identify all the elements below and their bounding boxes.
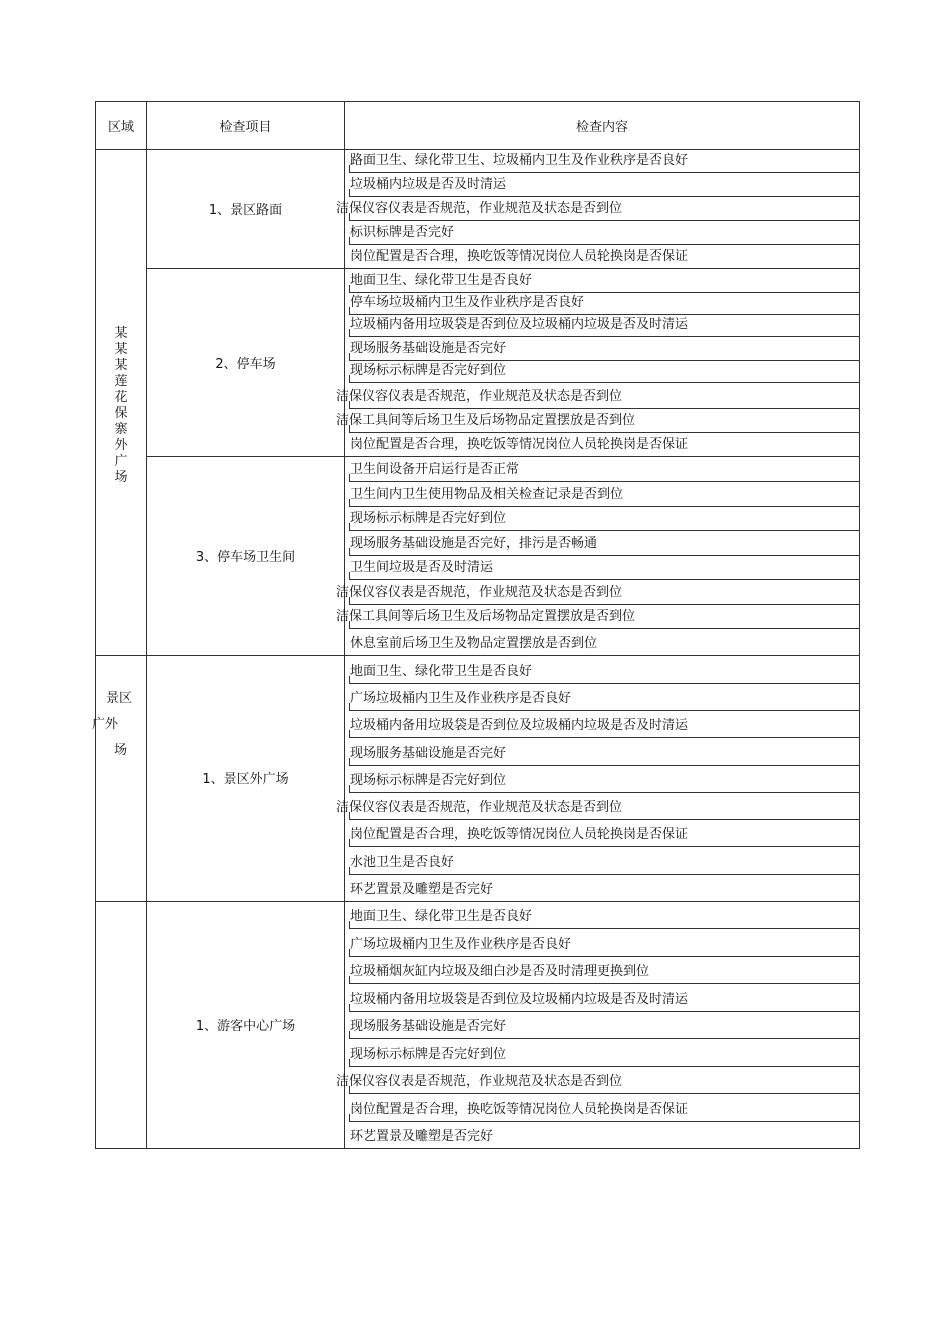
area-label-char: 保 (114, 406, 128, 421)
row-divider (349, 819, 859, 820)
header-item: 检查项目 (219, 120, 272, 135)
row-divider (349, 604, 859, 605)
row-tick (349, 1004, 350, 1011)
check-content-row: 现场服务基础设施是否完好，排污是否畅通 (350, 535, 598, 551)
check-content-row: 广场垃圾桶内卫生及作业秩序是否良好 (350, 936, 572, 952)
check-item-label: 3、停车场卫生间 (195, 550, 296, 566)
row-divider (349, 172, 859, 173)
check-item-label: 1、景区外广场 (202, 772, 289, 788)
row-tick (349, 1031, 350, 1038)
row-tick (349, 499, 350, 506)
row-divider (349, 481, 859, 482)
header-area: 区域 (107, 120, 134, 135)
row-divider (349, 710, 859, 711)
row-divider (349, 408, 859, 409)
check-content-row: 岗位配置是否合理，换吃饭等情况岗位人员轮换岗是否保证 (350, 827, 689, 843)
check-item-label: 1、景区路面 (208, 203, 283, 219)
check-content-row: 洁保工具间等后场卫生及后场物品定置摆放是否到位 (336, 413, 636, 429)
row-tick (349, 703, 350, 710)
row-divider (349, 244, 859, 245)
row-tick (349, 867, 350, 874)
check-content-row: 停车场垃圾桶内卫生及作业秩序是否良好 (350, 294, 585, 310)
check-content-row: 洁保仪容仪表是否规范，作业规范及状态是否到位 (336, 389, 623, 405)
check-content-row: 环艺置景及雕塑是否完好 (350, 1128, 494, 1144)
row-tick (349, 1114, 350, 1121)
row-divider (349, 220, 859, 221)
row-divider (349, 792, 859, 793)
row-divider (349, 292, 859, 293)
row-divider (349, 555, 859, 556)
row-tick (349, 474, 350, 481)
row-divider (349, 579, 859, 580)
area-label-char: 场 (114, 470, 128, 485)
check-content-row: 地面卫生、绿化带卫生是否良好 (350, 272, 533, 288)
row-tick (349, 730, 350, 737)
check-content-row: 现场标示标牌是否完好到位 (350, 772, 507, 788)
row-divider (349, 1066, 859, 1067)
check-content-row: 现场标示标牌是否完好到位 (350, 363, 507, 379)
row-divider (349, 874, 859, 875)
area-label-char: 外 (114, 438, 128, 453)
check-content-row: 水池卫生是否良好 (350, 854, 455, 870)
area-label-char: 花 (114, 390, 128, 405)
check-content-row: 洁保仪容仪表是否规范，作业规范及状态是否到位 (336, 201, 623, 217)
area-label-char: 某 (114, 342, 128, 357)
row-divider (349, 432, 859, 433)
row-divider (349, 956, 859, 957)
check-content-row: 垃圾桶内备用垃圾袋是否到位及垃圾桶内垃圾是否及时清运 (350, 718, 689, 734)
row-tick (349, 523, 350, 530)
row-tick (349, 1086, 350, 1093)
check-content-row: 现场标示标牌是否完好到位 (350, 1046, 507, 1062)
row-tick (349, 189, 350, 196)
row-divider (349, 1011, 859, 1012)
row-tick (349, 621, 350, 628)
area-label-char: 某 (114, 326, 128, 341)
area-label-char: 寨 (114, 422, 128, 437)
row-tick (349, 597, 350, 604)
check-content-row: 卫生间设备开启运行是否正常 (350, 461, 520, 477)
check-content-row: 洁保仪容仪表是否规范，作业规范及状态是否到位 (336, 1074, 623, 1090)
area-label-char: 莲 (114, 374, 128, 389)
check-content-row: 岗位配置是否合理，换吃饭等情况岗位人员轮换岗是否保证 (350, 437, 689, 453)
row-tick (349, 237, 350, 244)
row-divider (349, 983, 859, 984)
area-label-line: 场 (114, 743, 128, 758)
check-content-row: 垃圾桶内备用垃圾袋是否到位及垃圾桶内垃圾是否及时清运 (350, 991, 689, 1007)
row-tick (349, 329, 350, 336)
row-divider (349, 1121, 859, 1122)
check-content-row: 岗位配置是否合理，换吃饭等情况岗位人员轮换岗是否保证 (350, 1101, 689, 1117)
check-content-row: 洁保工具间等后场卫生及后场物品定置摆放是否到位 (336, 609, 636, 625)
check-content-row: 休息室前后场卫生及物品定置摆放是否到位 (350, 636, 598, 652)
area-label (96, 326, 146, 486)
row-divider (349, 928, 859, 929)
row-divider (349, 360, 859, 361)
area-label-line: 景区 (106, 691, 133, 706)
check-content-row: 洁保仪容仪表是否规范，作业规范及状态是否到位 (336, 800, 623, 816)
row-divider (349, 314, 859, 315)
row-tick (349, 285, 350, 292)
row-divider (349, 628, 859, 629)
row-tick (349, 375, 350, 382)
row-divider (349, 382, 859, 383)
row-divider (349, 336, 859, 337)
row-divider (349, 530, 859, 531)
row-divider (349, 1093, 859, 1094)
row-tick (349, 1059, 350, 1066)
row-tick (349, 676, 350, 683)
row-divider (349, 846, 859, 847)
row-tick (349, 401, 350, 408)
check-content-row: 标识标牌是否完好 (350, 225, 455, 241)
check-content-row: 广场垃圾桶内卫生及作业秩序是否良好 (350, 690, 572, 706)
check-content-row: 现场标示标牌是否完好到位 (350, 511, 507, 527)
row-tick (349, 425, 350, 432)
row-tick (349, 785, 350, 792)
row-divider (349, 1038, 859, 1039)
area-label-line: 广外 (92, 717, 119, 732)
row-tick (349, 949, 350, 956)
check-content-row: 地面卫生、绿化带卫生是否良好 (350, 663, 533, 679)
row-tick (349, 921, 350, 928)
row-tick (349, 976, 350, 983)
check-content-row: 垃圾桶烟灰缸内垃圾及细白沙是否及时清理更换到位 (350, 964, 650, 980)
row-tick (349, 353, 350, 360)
row-tick (349, 548, 350, 555)
row-divider (349, 196, 859, 197)
header-content: 检查内容 (575, 120, 628, 135)
row-divider (349, 737, 859, 738)
check-content-row: 卫生间垃圾是否及时清运 (350, 560, 494, 576)
row-tick (349, 572, 350, 579)
row-tick (349, 812, 350, 819)
row-tick (349, 839, 350, 846)
check-content-row: 垃圾桶内垃圾是否及时清运 (350, 177, 507, 193)
check-content-row: 现场服务基础设施是否完好 (350, 1019, 507, 1035)
check-content-row: 现场服务基础设施是否完好 (350, 341, 507, 357)
row-divider (349, 683, 859, 684)
check-content-row: 垃圾桶内备用垃圾袋是否到位及垃圾桶内垃圾是否及时清运 (350, 317, 689, 333)
check-item-label: 2、停车场 (215, 356, 276, 372)
check-content-row: 路面卫生、绿化带卫生、垃圾桶内卫生及作业秩序是否良好 (350, 153, 689, 169)
row-tick (349, 165, 350, 172)
inspection-table (92, 101, 860, 1149)
check-content-row: 岗位配置是否合理，换吃饭等情况岗位人员轮换岗是否保证 (350, 249, 689, 265)
row-tick (349, 307, 350, 314)
check-content-row: 现场服务基础设施是否完好 (350, 745, 507, 761)
row-divider (349, 506, 859, 507)
area-label-char: 广 (114, 454, 128, 469)
row-tick (349, 758, 350, 765)
check-item-label: 1、游客中心广场 (195, 1018, 296, 1034)
row-tick (349, 213, 350, 220)
check-content-row: 洁保仪容仪表是否规范，作业规范及状态是否到位 (336, 584, 623, 600)
row-divider (349, 765, 859, 766)
area-label-char: 某 (114, 358, 128, 373)
check-content-row: 地面卫生、绿化带卫生是否良好 (350, 909, 533, 925)
check-content-row: 卫生间内卫生使用物品及相关检查记录是否到位 (350, 486, 624, 502)
check-content-row: 环艺置景及雕塑是否完好 (350, 881, 494, 897)
